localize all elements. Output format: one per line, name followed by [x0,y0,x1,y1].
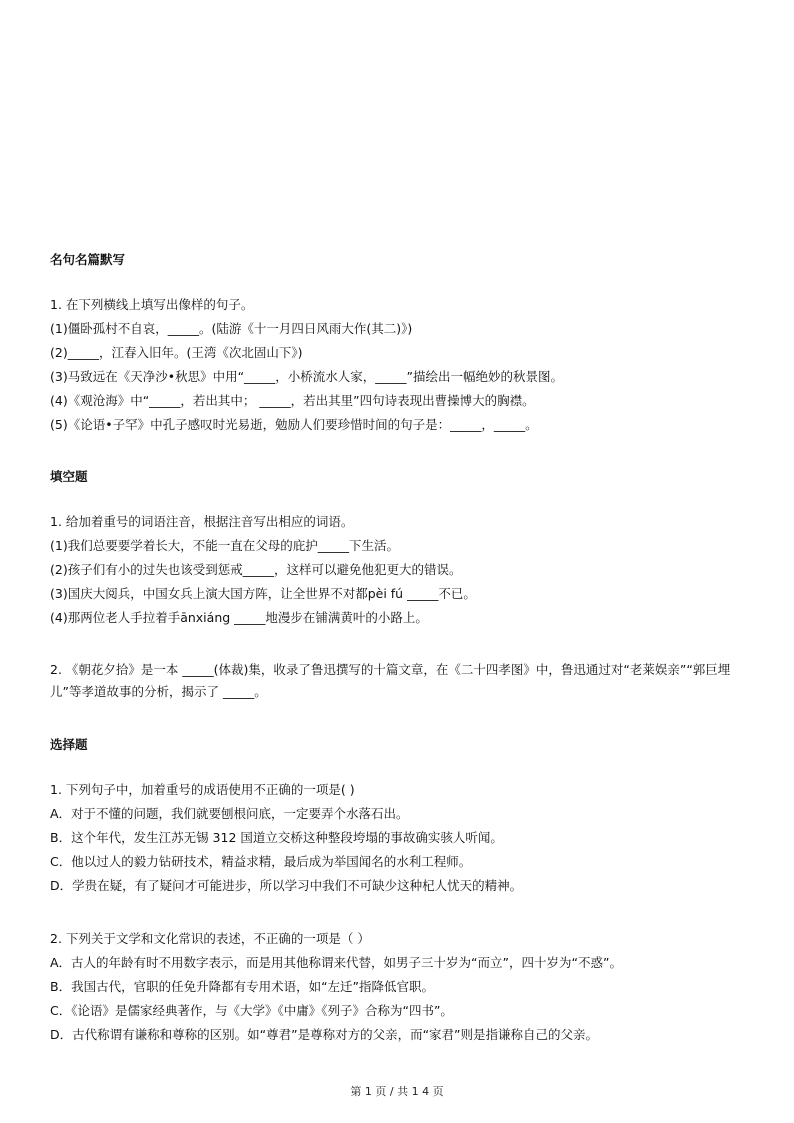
option-d: D．学贵在疑，有了疑问才可能进步，所以学习中我们不可缺少这种杞人忧天的精神。 [50,878,523,893]
page-footer: 第 1 页 / 共 1 4 页 [350,1085,444,1098]
question-line: (4)《观沧海》中“_____，若出其中； _____，若出其里”四句诗表现出曹操博大的胸襟。 [50,393,535,408]
question-line: (1)我们总要要学着长大，不能一直在父母的庇护_____下生活。 [50,538,399,553]
option-d: D．古代称谓有谦称和尊称的区别。如“尊君”是尊称对方的父亲，而“家君”则是指谦称自己的父亲。 [50,1027,599,1042]
section-title-xuanze: 选择题 [50,737,88,752]
option-b: B．我国古代，官职的任免升降都有专用术语，如“左迁”指降低官职。 [50,979,435,994]
option-c: C．他以过人的毅力钻研技术，精益求精，最后成为举国闻名的水利工程师。 [50,854,472,869]
question-line: (5)《论语•子罕》中孔子感叹时光易逝，勉励人们要珍惜时间的句子是：_____，_____。 [50,417,538,432]
question-line: (4)那两位老人手拉着手ānxiáng _____地漫步在铺满黄叶的小路上。 [50,610,428,625]
question-stem: 1. 给加着重号的词语注音，根据注音写出相应的词语。 [50,514,354,529]
option-b: B．这个年代，发生江苏无锡 312 国道立交桥这种整段垮塌的事故确实骇人听闻。 [50,830,503,845]
question-stem: 2. 《朝花夕拾》是一本 _____(体裁)集，收录了鲁迅撰写的十篇文章，在《二十四孝图》中，鲁迅通过对“老莱娱亲”“郭巨埋儿”等孝道故事的分析，揭示了 _____。 [50,662,731,699]
question-line: (2)孩子们有小的过失也该受到惩戒_____，这样可以避免他犯更大的错误。 [50,562,462,577]
question-line: (3)国庆大阅兵，中国女兵上演大国方阵，让全世界不对都pèi fú _____不已。 [50,586,476,601]
question-stem: 1. 在下列横线上填写出像样的句子。 [50,297,254,312]
option-c: C．《论语》是儒家经典著作，与《大学》《中庸》《列子》合称为“四书”。 [50,1003,453,1018]
question-line: (1)僵卧孤村不自哀，_____。(陆游《十一月四日风雨大作(其二)》) [50,321,413,336]
option-a: A．对于不懂的问题，我们就要刨根问底，一定要弄个水落石出。 [50,806,409,821]
question-stem: 2. 下列关于文学和文化常识的表述，不正确的一项是（ ） [50,931,370,946]
section-title-tiankong: 填空题 [50,469,88,484]
question-line: (3)马致远在《天净沙•秋思》中用“_____，小桥流水人家，_____”描绘出一幅绝妙的秋景图。 [50,369,564,384]
question-stem: 1. 下列句子中，加着重号的成语使用不正确的一项是( ) [50,782,355,797]
question-line: (2)_____，江春入旧年。(王湾《次北固山下》) [50,345,303,360]
option-a: A．古人的年龄有时不用数字表示，而是用其他称谓来代替，如男子三十岁为“而立”，四十岁为“不惑”。 [50,955,622,970]
section-title-mingju: 名句名篇默写 [50,252,126,267]
